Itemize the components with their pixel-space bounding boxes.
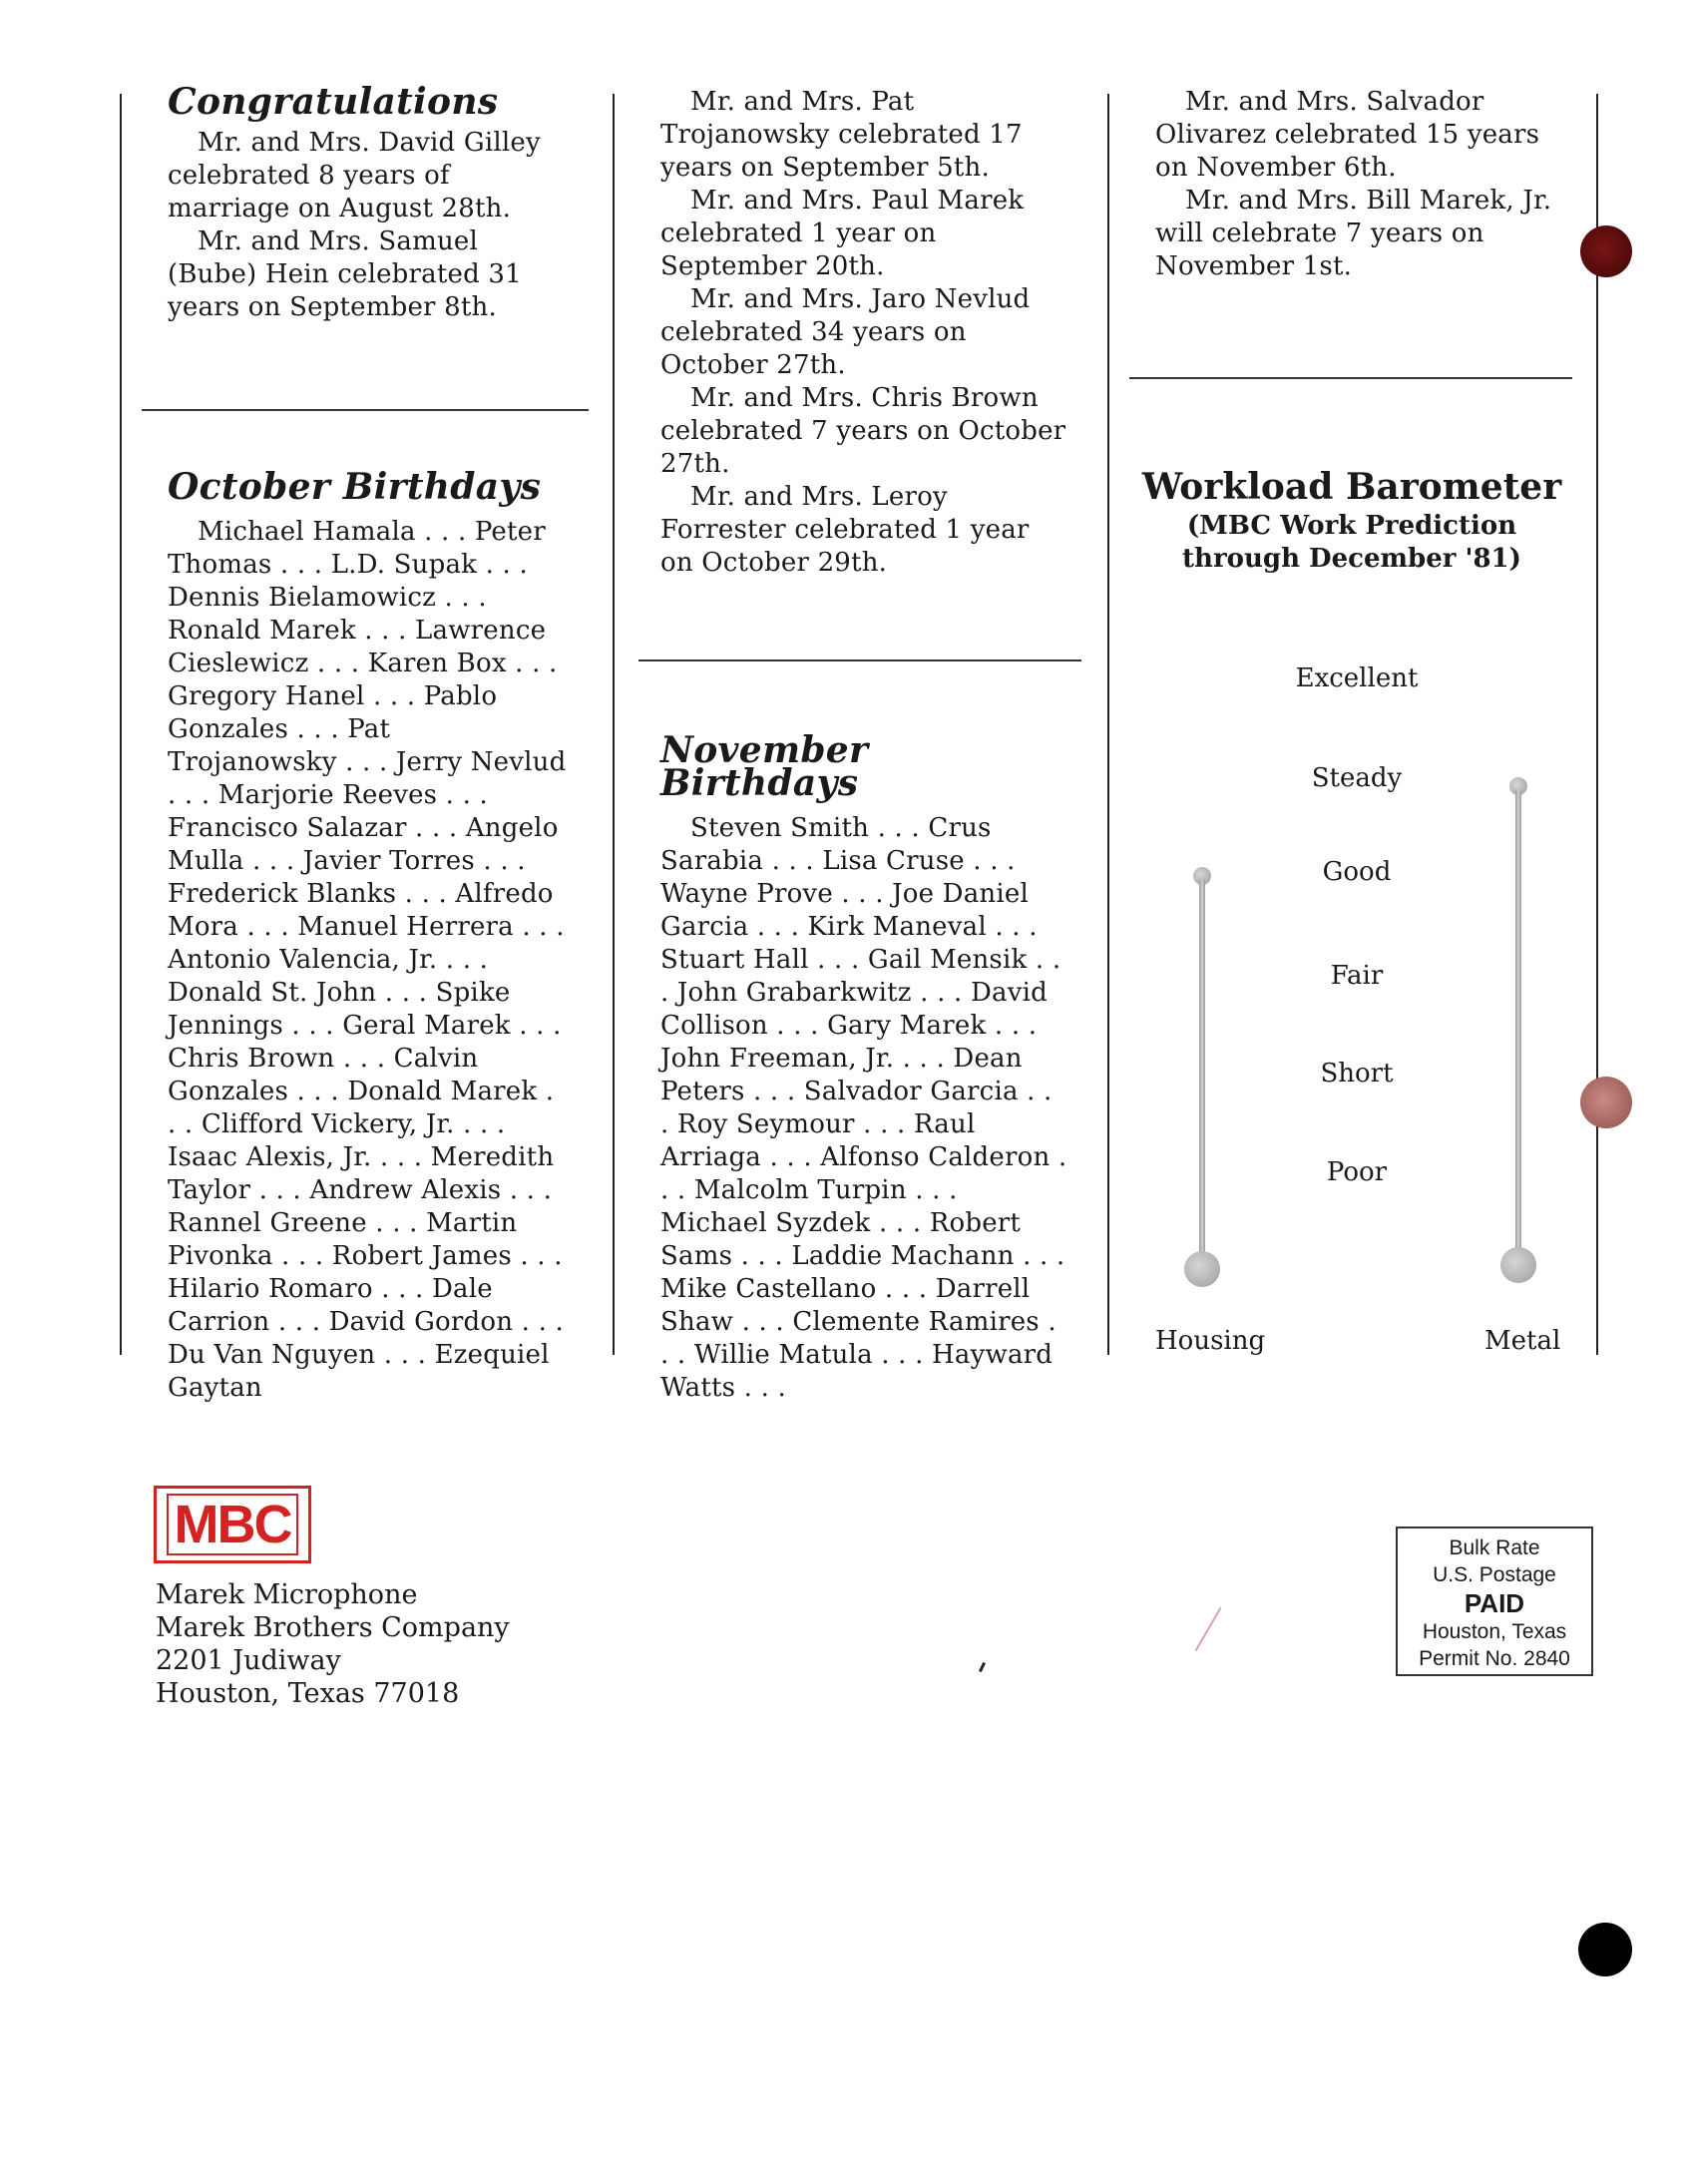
congratulations-item: Mr. and Mrs. David Gilley celebrated 8 years of marriage on August 28th. <box>168 128 541 223</box>
column-rule-left <box>120 94 122 1355</box>
barometer-level-excellent: Excellent <box>1295 663 1419 693</box>
column-rule-right <box>1596 94 1598 1355</box>
column-rule-center-left <box>613 94 615 1355</box>
october-birthdays-heading: October Birthdays <box>168 466 542 508</box>
address-line: Marek Microphone <box>156 1579 418 1610</box>
november-birthdays-list: Steven Smith . . . Crus Sarabia . . . Lisa Cruse . . . Wayne Prove . . . Joe Daniel Garcia . . . Kirk Maneval . . . Stuart Hall . . . Gail Mensik . . . John Grabarkwitz . . . David Collison . . . Gary Marek . . . John Freeman, Jr. . . . Dean Peters . . . Salvador Garcia . . . Roy Seymour . . . Raul Arriaga . . . Alfonso Calderon . . . Malcolm Turpin . . . Michael Syzdek . . . Robert Sams . . . Laddie Machann . . . Mike Castellano . . . Darrell Shaw . . . Clemente Ramires . . . Willie Matula . . . Hayward Watts . . . <box>660 813 1067 1403</box>
housing-gauge-base-knob <box>1184 1251 1220 1287</box>
barometer-title: Workload Barometer <box>1141 466 1562 508</box>
return-address <box>156 1578 510 1710</box>
anniversary-item: Mr. and Mrs. Chris Brown celebrated 7 years on October 27th. <box>660 383 1066 479</box>
anniversary-item: Mr. and Mrs. Salvador Olivarez celebrated 15 years on November 6th. <box>1155 87 1540 183</box>
november-birthdays-heading: November Birthdays <box>660 729 869 804</box>
barometer-level-good: Good <box>1322 857 1392 887</box>
november-birthdays-section <box>660 729 1067 1405</box>
anniversaries-right-section <box>1155 86 1564 283</box>
address-line: Marek Brothers Company <box>156 1612 510 1643</box>
postage-line: Bulk Rate <box>1449 1536 1540 1559</box>
postage-line: Permit No. 2840 <box>1419 1647 1570 1670</box>
barometer-level-poor: Poor <box>1326 1157 1388 1187</box>
anniversary-item: Mr. and Mrs. Jaro Nevlud celebrated 34 years on October 27th. <box>660 284 1031 380</box>
postage-line: U.S. Postage <box>1433 1563 1556 1586</box>
postage-paid: PAID <box>1464 1588 1525 1618</box>
stray-mark <box>979 1662 986 1672</box>
address-line: 2201 Judiway <box>156 1645 341 1676</box>
october-birthdays-list: Michael Hamala . . . Peter Thomas . . . L.D. Supak . . . Dennis Bielamowicz . . . Ronald Marek . . . Lawrence Cieslewicz . . . Karen Box . . . Gregory Hanel . . . Pablo Gonzales . . . Pat Trojanowsky . . . Jerry Nevlud . . . Marjorie Reeves . . . Francisco Salazar . . . Angelo Mulla . . . Javier Torres . . . Frederick Blanks . . . Alfredo Mora . . . Manuel Herrera . . . Antonio Valencia, Jr. . . . Donald St. John . . . Spike Jennings . . . Geral Marek . . . Chris Brown . . . Calvin Gonzales . . . Donald Marek . . . Clifford Vickery, Jr. . . . Isaac Alexis, Jr. . . . Meredith Taylor . . . Andrew Alexis . . . Rannel Greene . . . Martin Pivonka . . . Robert James . . . Hilario Romaro . . . Dale Carrion . . . David Gordon . . . Du Van Nguyen . . . Ezequiel Gaytan <box>168 517 567 1403</box>
barometer-level-fair: Fair <box>1330 961 1384 991</box>
anniversary-item: Mr. and Mrs. Paul Marek celebrated 1 year on September 20th. <box>660 186 1025 281</box>
binder-hole-bottom <box>1578 1923 1632 1976</box>
anniversary-item: Mr. and Mrs. Leroy Forrester celebrated 1 year on October 29th. <box>660 482 1030 578</box>
congratulations-section <box>168 81 572 324</box>
anniversaries-continued-section <box>660 86 1067 580</box>
barometer-level-short: Short <box>1320 1059 1394 1089</box>
binder-hole-middle <box>1580 1077 1632 1128</box>
barometer-level-steady: Steady <box>1311 763 1403 793</box>
anniversary-item: Mr. and Mrs. Bill Marek, Jr. will celebrate 7 years on November 1st. <box>1155 186 1552 281</box>
postage-line: Houston, Texas <box>1422 1620 1567 1643</box>
congratulations-heading: Congratulations <box>168 81 499 123</box>
postage-indicia <box>1396 1527 1593 1676</box>
housing-gauge-label: Housing <box>1155 1326 1266 1356</box>
stray-mark <box>1195 1607 1222 1651</box>
barometer-subtitle-1: (MBC Work Prediction <box>1186 511 1517 541</box>
metal-gauge-label: Metal <box>1484 1326 1561 1356</box>
address-line: Houston, Texas 77018 <box>156 1678 460 1709</box>
section-divider-col3 <box>1129 377 1572 379</box>
section-divider-col2 <box>638 659 1081 661</box>
housing-gauge-stick <box>1199 878 1205 1267</box>
mbc-logo-text: MBC <box>167 1494 299 1555</box>
binder-hole-top <box>1580 225 1632 277</box>
metal-gauge-stick <box>1515 788 1521 1257</box>
congratulations-item: Mr. and Mrs. Samuel (Bube) Hein celebrated 31 years on September 8th. <box>168 226 522 322</box>
october-birthdays-section <box>168 466 567 1405</box>
barometer-subtitle-2: through December '81) <box>1182 544 1521 574</box>
anniversary-item: Mr. and Mrs. Pat Trojanowsky celebrated 17 years on September 5th. <box>660 87 1023 183</box>
mbc-logo <box>154 1486 311 1563</box>
section-divider-col1 <box>142 409 589 411</box>
metal-gauge-base-knob <box>1500 1247 1536 1283</box>
column-rule-center-right <box>1107 94 1109 1355</box>
